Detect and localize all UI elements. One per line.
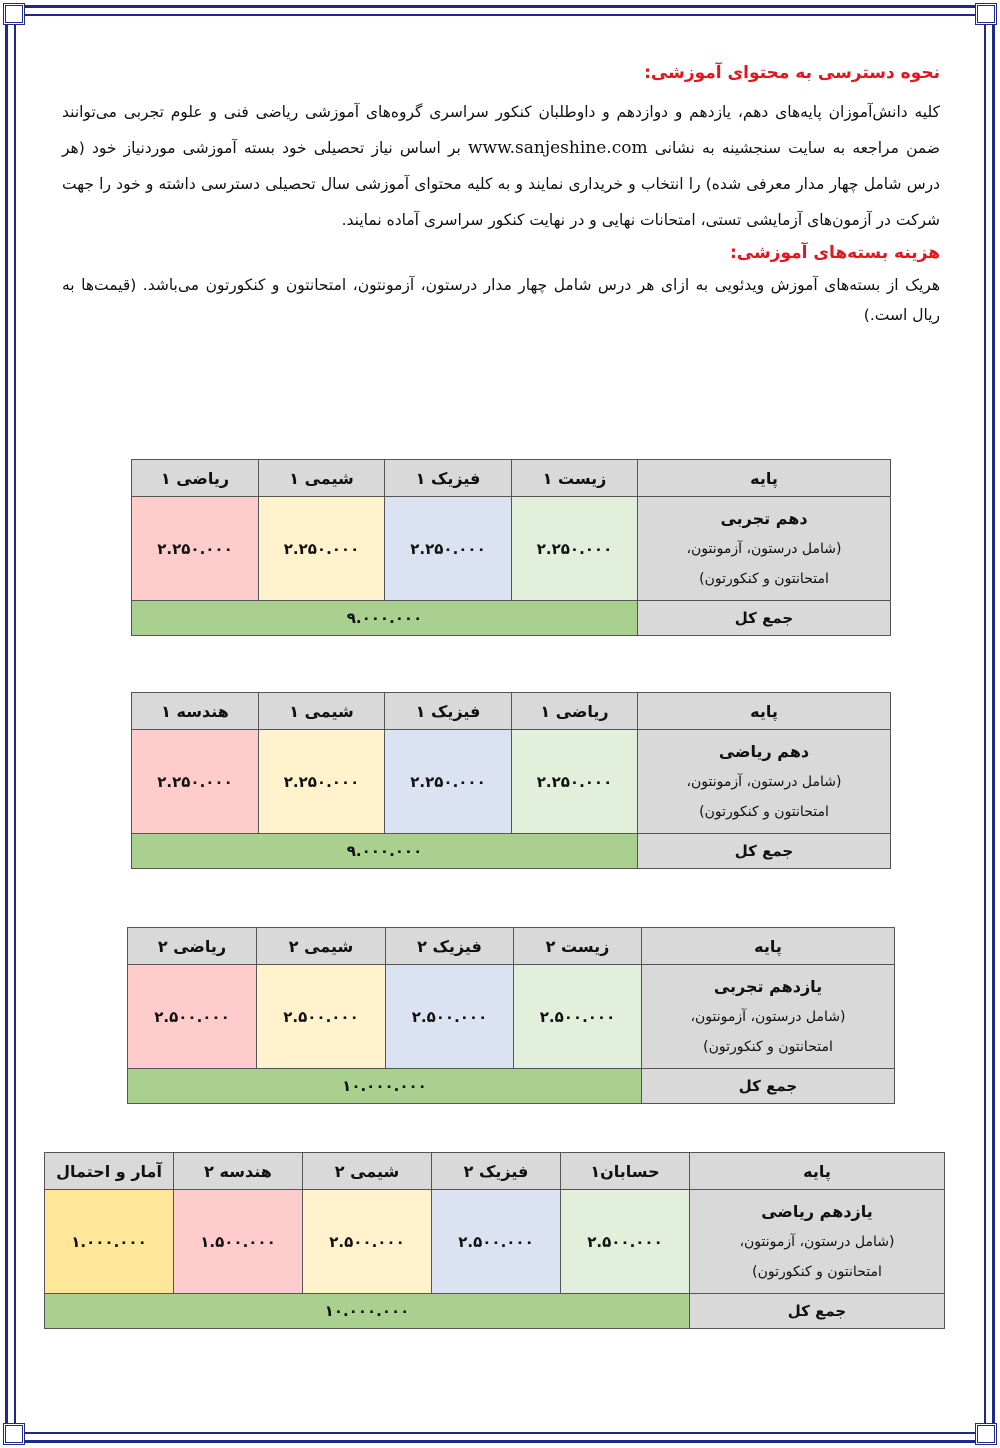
subject-header: شیمی ۲ (257, 928, 386, 965)
subject-header: آمار و احتمال (45, 1153, 174, 1190)
total-value: ۱۰.۰۰۰.۰۰۰ (128, 1069, 642, 1104)
price-cell: ۲.۵۰۰.۰۰۰ (303, 1190, 432, 1294)
price-cell: ۲.۵۰۰.۰۰۰ (128, 965, 257, 1069)
corner-ornament (975, 1423, 997, 1445)
grade-description: امتحانتون و کنکورتون) (752, 1263, 882, 1280)
grade-name: دهم تجربی (720, 508, 808, 528)
table-header-row (128, 928, 895, 965)
price-cell: ۲.۵۰۰.۰۰۰ (561, 1190, 690, 1294)
corner-ornament (3, 3, 25, 25)
subject-header: ریاضی ۱ (132, 460, 259, 497)
subject-header: حسابان۱ (561, 1153, 690, 1190)
cost-paragraph: هریک از بسته‌های آموزش ویدئویی به ازای هر درس شامل چهار مدار درستون، آزمونتون، امتحانتون و کنکورتون می‌باشد. (قیمت‌ها به ریال است.) (62, 276, 940, 324)
access-text-after: بر اساس نیاز تحصیلی خود بسته آموزشی موردنیاز خود (هر درس شامل چهار مدار معرفی شده) را انتخاب و خریداری نمایند و به کلیه محتوای آموزشی سال تحصیلی دسترسی داشته و خود را جهت شرکت در آزمون‌های آزمایشی تستی، امتحانات نهایی و در نهایت کنکور سراسری آماده نمایند. (62, 139, 940, 229)
price-cell: ۲.۲۵۰.۰۰۰ (259, 497, 385, 601)
price-cell: ۱.۵۰۰.۰۰۰ (174, 1190, 303, 1294)
table-row (132, 497, 891, 601)
table-row (128, 965, 895, 1069)
document-body (62, 58, 940, 330)
grade-cell (690, 1190, 945, 1294)
total-label: جمع کل (638, 834, 891, 869)
price-cell: ۲.۵۰۰.۰۰۰ (257, 965, 386, 1069)
grade-name: یازدهم تجربی (713, 976, 823, 996)
grade-description: امتحانتون و کنکورتون) (699, 803, 829, 820)
table-header-row (132, 460, 891, 497)
grade-cell (638, 730, 891, 834)
subject-header: ریاضی ۲ (128, 928, 257, 965)
subject-header: زیست ۲ (514, 928, 642, 965)
price-cell: ۲.۲۵۰.۰۰۰ (132, 497, 259, 601)
subject-header: فیزیک ۱ (385, 693, 512, 730)
subject-header: شیمی ۲ (303, 1153, 432, 1190)
corner-ornament (975, 3, 997, 25)
total-value: ۹.۰۰۰.۰۰۰ (132, 601, 638, 636)
grade-header: پایه (642, 928, 895, 965)
table-header-row (45, 1153, 945, 1190)
access-heading: نحوه دسترسی به محتوای آموزشی: (644, 63, 940, 83)
price-cell: ۲.۵۰۰.۰۰۰ (432, 1190, 561, 1294)
grade-description: (شامل درستون، آزمونتون، (686, 773, 842, 790)
cost-heading: هزینه بسته‌های آموزشی: (729, 243, 940, 263)
table-row (132, 730, 891, 834)
total-label: جمع کل (690, 1294, 945, 1329)
total-value: ۱۰.۰۰۰.۰۰۰ (45, 1294, 690, 1329)
total-row (132, 834, 891, 869)
subject-header: فیزیک ۲ (386, 928, 514, 965)
price-table-11-math (44, 1152, 945, 1329)
total-label: جمع کل (642, 1069, 895, 1104)
price-cell: ۲.۵۰۰.۰۰۰ (386, 965, 514, 1069)
price-cell: ۲.۲۵۰.۰۰۰ (512, 497, 638, 601)
subject-header: هندسه ۱ (132, 693, 259, 730)
subject-header: زیست ۱ (512, 460, 638, 497)
price-table-10-math (131, 692, 891, 869)
grade-cell (642, 965, 895, 1069)
price-cell: ۱.۰۰۰.۰۰۰ (45, 1190, 174, 1294)
grade-name: دهم ریاضی (718, 741, 810, 761)
grade-description: (شامل درستون، آزمونتون، (739, 1233, 895, 1250)
total-row (132, 601, 891, 636)
price-cell: ۲.۲۵۰.۰۰۰ (132, 730, 259, 834)
grade-description: (شامل درستون، آزمونتون، (690, 1008, 846, 1025)
grade-cell (638, 497, 891, 601)
price-table-10-experimental (131, 459, 891, 636)
total-row (45, 1294, 945, 1329)
total-row (128, 1069, 895, 1104)
access-text-before: کلیه دانش‌آموزان پایه‌های دهم، یازدهم و دوازدهم و داوطلبان کنکور سراسری گروه‌های آموزشی ریاضی فنی و علوم تجربی می‌توانند ضمن مراجعه به سایت سنجشینه به نشانی (62, 103, 940, 157)
grade-name: یازدهم ریاضی (761, 1201, 873, 1221)
price-cell: ۲.۵۰۰.۰۰۰ (514, 965, 642, 1069)
corner-ornament (3, 1423, 25, 1445)
grade-header: پایه (690, 1153, 945, 1190)
total-value: ۹.۰۰۰.۰۰۰ (132, 834, 638, 869)
total-label: جمع کل (638, 601, 891, 636)
subject-header: فیزیک ۱ (385, 460, 512, 497)
subject-header: شیمی ۱ (259, 693, 385, 730)
subject-header: هندسه ۲ (174, 1153, 303, 1190)
table-header-row (132, 693, 891, 730)
grade-description: (شامل درستون، آزمونتون، (686, 540, 842, 557)
subject-header: فیزیک ۲ (432, 1153, 561, 1190)
grade-description: امتحانتون و کنکورتون) (703, 1038, 833, 1055)
site-address: www.sanjeshine.com (468, 138, 648, 158)
price-table-11-experimental (127, 927, 895, 1104)
grade-header: پایه (638, 460, 891, 497)
subject-header: شیمی ۱ (259, 460, 385, 497)
price-cell: ۲.۲۵۰.۰۰۰ (385, 497, 512, 601)
grade-description: امتحانتون و کنکورتون) (699, 570, 829, 587)
price-cell: ۲.۲۵۰.۰۰۰ (259, 730, 385, 834)
grade-header: پایه (638, 693, 891, 730)
subject-header: ریاضی ۱ (512, 693, 638, 730)
table-row (45, 1190, 945, 1294)
price-cell: ۲.۲۵۰.۰۰۰ (512, 730, 638, 834)
access-paragraph (62, 94, 940, 238)
price-cell: ۲.۲۵۰.۰۰۰ (385, 730, 512, 834)
